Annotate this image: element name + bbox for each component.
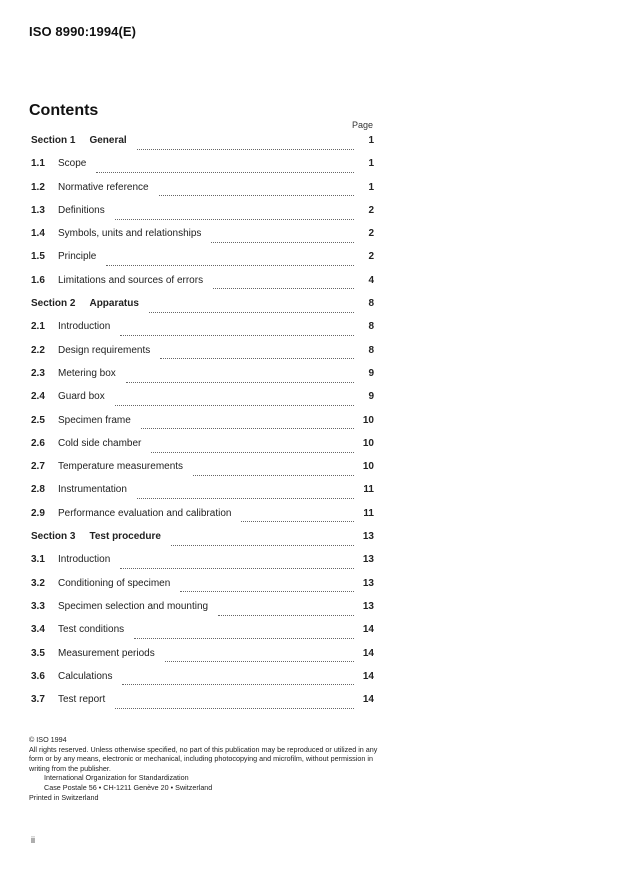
toc-entry-number: 2.6 — [31, 437, 45, 449]
toc-entry-title: Introduction — [58, 321, 111, 333]
toc-page-number: 1 — [368, 181, 374, 193]
toc-entry-number: 2.5 — [31, 414, 45, 426]
toc-section-label: Section 2 — [31, 298, 76, 310]
dot-leader — [106, 264, 354, 266]
toc-page-number: 1 — [368, 135, 374, 146]
toc-entry-title: General — [89, 135, 127, 146]
toc-entry-number: 3.1 — [31, 554, 45, 566]
contents-heading: Contents — [29, 102, 99, 119]
toc-page-number: 11 — [363, 507, 374, 519]
toc-page-number: 14 — [362, 624, 374, 636]
toc-page-number: 9 — [368, 391, 374, 403]
dot-leader — [96, 171, 354, 173]
toc-entry-title: Performance evaluation and calibration — [58, 507, 232, 519]
toc-section-row[interactable] — [31, 135, 374, 158]
toc-entry-title: Test conditions — [58, 624, 125, 636]
toc-entry-number: 2.8 — [31, 484, 45, 496]
page-number: ii — [31, 835, 35, 845]
toc-entry-title: Apparatus — [89, 298, 139, 310]
dot-leader — [159, 194, 354, 196]
toc-page-number: 2 — [368, 204, 374, 216]
dot-leader — [137, 148, 354, 150]
dot-leader — [120, 334, 354, 336]
toc-entry-title: Symbols, units and relationships — [58, 228, 202, 240]
toc-page-number: 13 — [362, 577, 374, 589]
toc-section-label: Section 3 — [31, 531, 76, 543]
toc-entry-row[interactable] — [31, 251, 374, 274]
toc-entry-title: Test report — [58, 694, 106, 706]
dot-leader — [137, 497, 354, 499]
toc-entry-title: Guard box — [58, 391, 105, 403]
toc-page-number: 8 — [368, 321, 374, 333]
toc-page-number: 1 — [368, 158, 374, 170]
toc-entry-number: 3.6 — [31, 670, 45, 682]
toc-page-number: 10 — [362, 414, 374, 426]
dot-leader — [115, 707, 354, 709]
toc-entry-number: 2.3 — [31, 367, 45, 379]
toc-page-number: 8 — [368, 344, 374, 356]
toc-entry-number: 1.3 — [31, 204, 45, 216]
toc-entry-number: 3.3 — [31, 600, 45, 612]
toc-entry-row[interactable] — [31, 508, 374, 531]
toc-entry-number: 1.1 — [31, 158, 45, 170]
dot-leader — [241, 520, 354, 522]
publisher-address: Case Postale 56 • CH-1211 Genève 20 • Switzerland — [44, 782, 213, 792]
dot-leader — [165, 660, 354, 662]
dot-leader — [149, 311, 354, 313]
toc-entry-title: Measurement periods — [58, 647, 155, 659]
toc-page-number: 9 — [368, 367, 374, 379]
toc-entry-row[interactable] — [31, 578, 374, 601]
toc-entry-row[interactable] — [31, 601, 374, 624]
toc-entry-row[interactable] — [31, 158, 374, 181]
toc-entry-title: Limitations and sources of errors — [58, 274, 204, 286]
toc-entry-title: Instrumentation — [58, 484, 127, 496]
toc-page-number: 14 — [362, 670, 374, 682]
toc-entry-number: 2.1 — [31, 321, 45, 333]
toc-entry-title: Cold side chamber — [58, 437, 142, 449]
dot-leader — [211, 241, 354, 243]
toc-page-number: 4 — [368, 274, 374, 286]
toc-entry-number: 3.5 — [31, 647, 45, 659]
table-of-contents — [31, 135, 374, 717]
toc-section-row[interactable] — [31, 531, 374, 554]
toc-entry-number: 3.4 — [31, 624, 45, 636]
toc-entry-row[interactable] — [31, 624, 374, 647]
toc-entry-title: Temperature measurements — [58, 461, 184, 473]
toc-entry-title: Specimen selection and mounting — [58, 600, 209, 612]
toc-page-number: 11 — [363, 484, 374, 496]
toc-section-label: Section 1 — [31, 135, 76, 146]
toc-entry-row[interactable] — [31, 368, 374, 391]
toc-entry-row[interactable] — [31, 694, 374, 717]
toc-entry-row[interactable] — [31, 345, 374, 368]
toc-entry-row[interactable] — [31, 671, 374, 694]
toc-entry-title: Normative reference — [58, 181, 149, 193]
toc-entry-row[interactable] — [31, 484, 374, 507]
toc-page-number: 10 — [362, 437, 374, 449]
toc-page-number: 14 — [362, 647, 374, 659]
toc-page-number: 2 — [368, 228, 374, 240]
dot-leader — [213, 287, 354, 289]
toc-entry-number: 3.2 — [31, 577, 45, 589]
dot-leader — [180, 590, 354, 592]
toc-entry-row[interactable] — [31, 391, 374, 414]
copyright-line: © ISO 1994 — [29, 735, 67, 744]
toc-entry-title: Introduction — [58, 554, 111, 566]
toc-entry-title: Principle — [58, 251, 97, 263]
toc-entry-number: 1.5 — [31, 251, 45, 263]
toc-entry-title: Conditioning of specimen — [58, 577, 171, 589]
dot-leader — [218, 614, 354, 616]
dot-leader — [134, 637, 354, 639]
toc-entry-row[interactable] — [31, 415, 374, 438]
toc-section-row[interactable] — [31, 298, 374, 321]
toc-entry-number: 2.7 — [31, 461, 45, 473]
toc-page-number: 2 — [368, 251, 374, 263]
toc-entry-row[interactable] — [31, 182, 374, 205]
toc-page-number: 14 — [362, 694, 374, 706]
toc-entry-number: 2.2 — [31, 344, 45, 356]
document-id: ISO 8990:1994(E) — [29, 24, 137, 39]
publisher-name: International Organization for Standardization — [44, 773, 189, 783]
toc-page-number: 8 — [368, 298, 374, 310]
dot-leader — [141, 427, 354, 429]
dot-leader — [126, 381, 354, 383]
toc-entry-title: Metering box — [58, 367, 116, 379]
toc-entry-row[interactable] — [31, 648, 374, 671]
toc-entry-number: 2.9 — [31, 507, 45, 519]
toc-entry-title: Test procedure — [89, 531, 161, 543]
toc-entry-title: Specimen frame — [58, 414, 131, 426]
toc-entry-row[interactable] — [31, 438, 374, 461]
toc-page-number: 13 — [362, 531, 374, 543]
copyright-notice — [29, 735, 379, 802]
toc-entry-number: 1.2 — [31, 181, 45, 193]
toc-entry-row[interactable] — [31, 461, 374, 484]
toc-page-number: 13 — [362, 600, 374, 612]
toc-page-number: 10 — [362, 461, 374, 473]
toc-entry-row[interactable] — [31, 228, 374, 251]
dot-leader — [115, 404, 354, 406]
toc-entry-title: Scope — [58, 158, 87, 170]
toc-entry-row[interactable] — [31, 554, 374, 577]
toc-entry-title: Design requirements — [58, 344, 151, 356]
dot-leader — [151, 451, 354, 453]
printed-in: Printed in Switzerland — [29, 792, 99, 802]
toc-entry-row[interactable] — [31, 321, 374, 344]
toc-entry-row[interactable] — [31, 205, 374, 228]
toc-entry-title: Definitions — [58, 204, 105, 216]
dot-leader — [115, 218, 354, 220]
dot-leader — [120, 567, 354, 569]
toc-entry-title: Calculations — [58, 670, 113, 682]
dot-leader — [160, 357, 354, 359]
toc-entry-number: 1.6 — [31, 274, 45, 286]
toc-entry-row[interactable] — [31, 275, 374, 298]
toc-entry-number: 3.7 — [31, 694, 45, 706]
toc-page-number: 13 — [362, 554, 374, 566]
rights-statement: All rights reserved. Unless otherwise specified, no part of this publication may be reproduced or utilized in any form or by any means, electronic or mechanical, including photocopying and microfilm, without permission in writing from the publisher. — [29, 744, 378, 773]
dot-leader — [171, 544, 354, 546]
page-column-label: Page — [352, 120, 374, 130]
dot-leader — [193, 474, 354, 476]
toc-entry-number: 1.4 — [31, 228, 45, 240]
dot-leader — [122, 683, 354, 685]
toc-entry-number: 2.4 — [31, 391, 45, 403]
